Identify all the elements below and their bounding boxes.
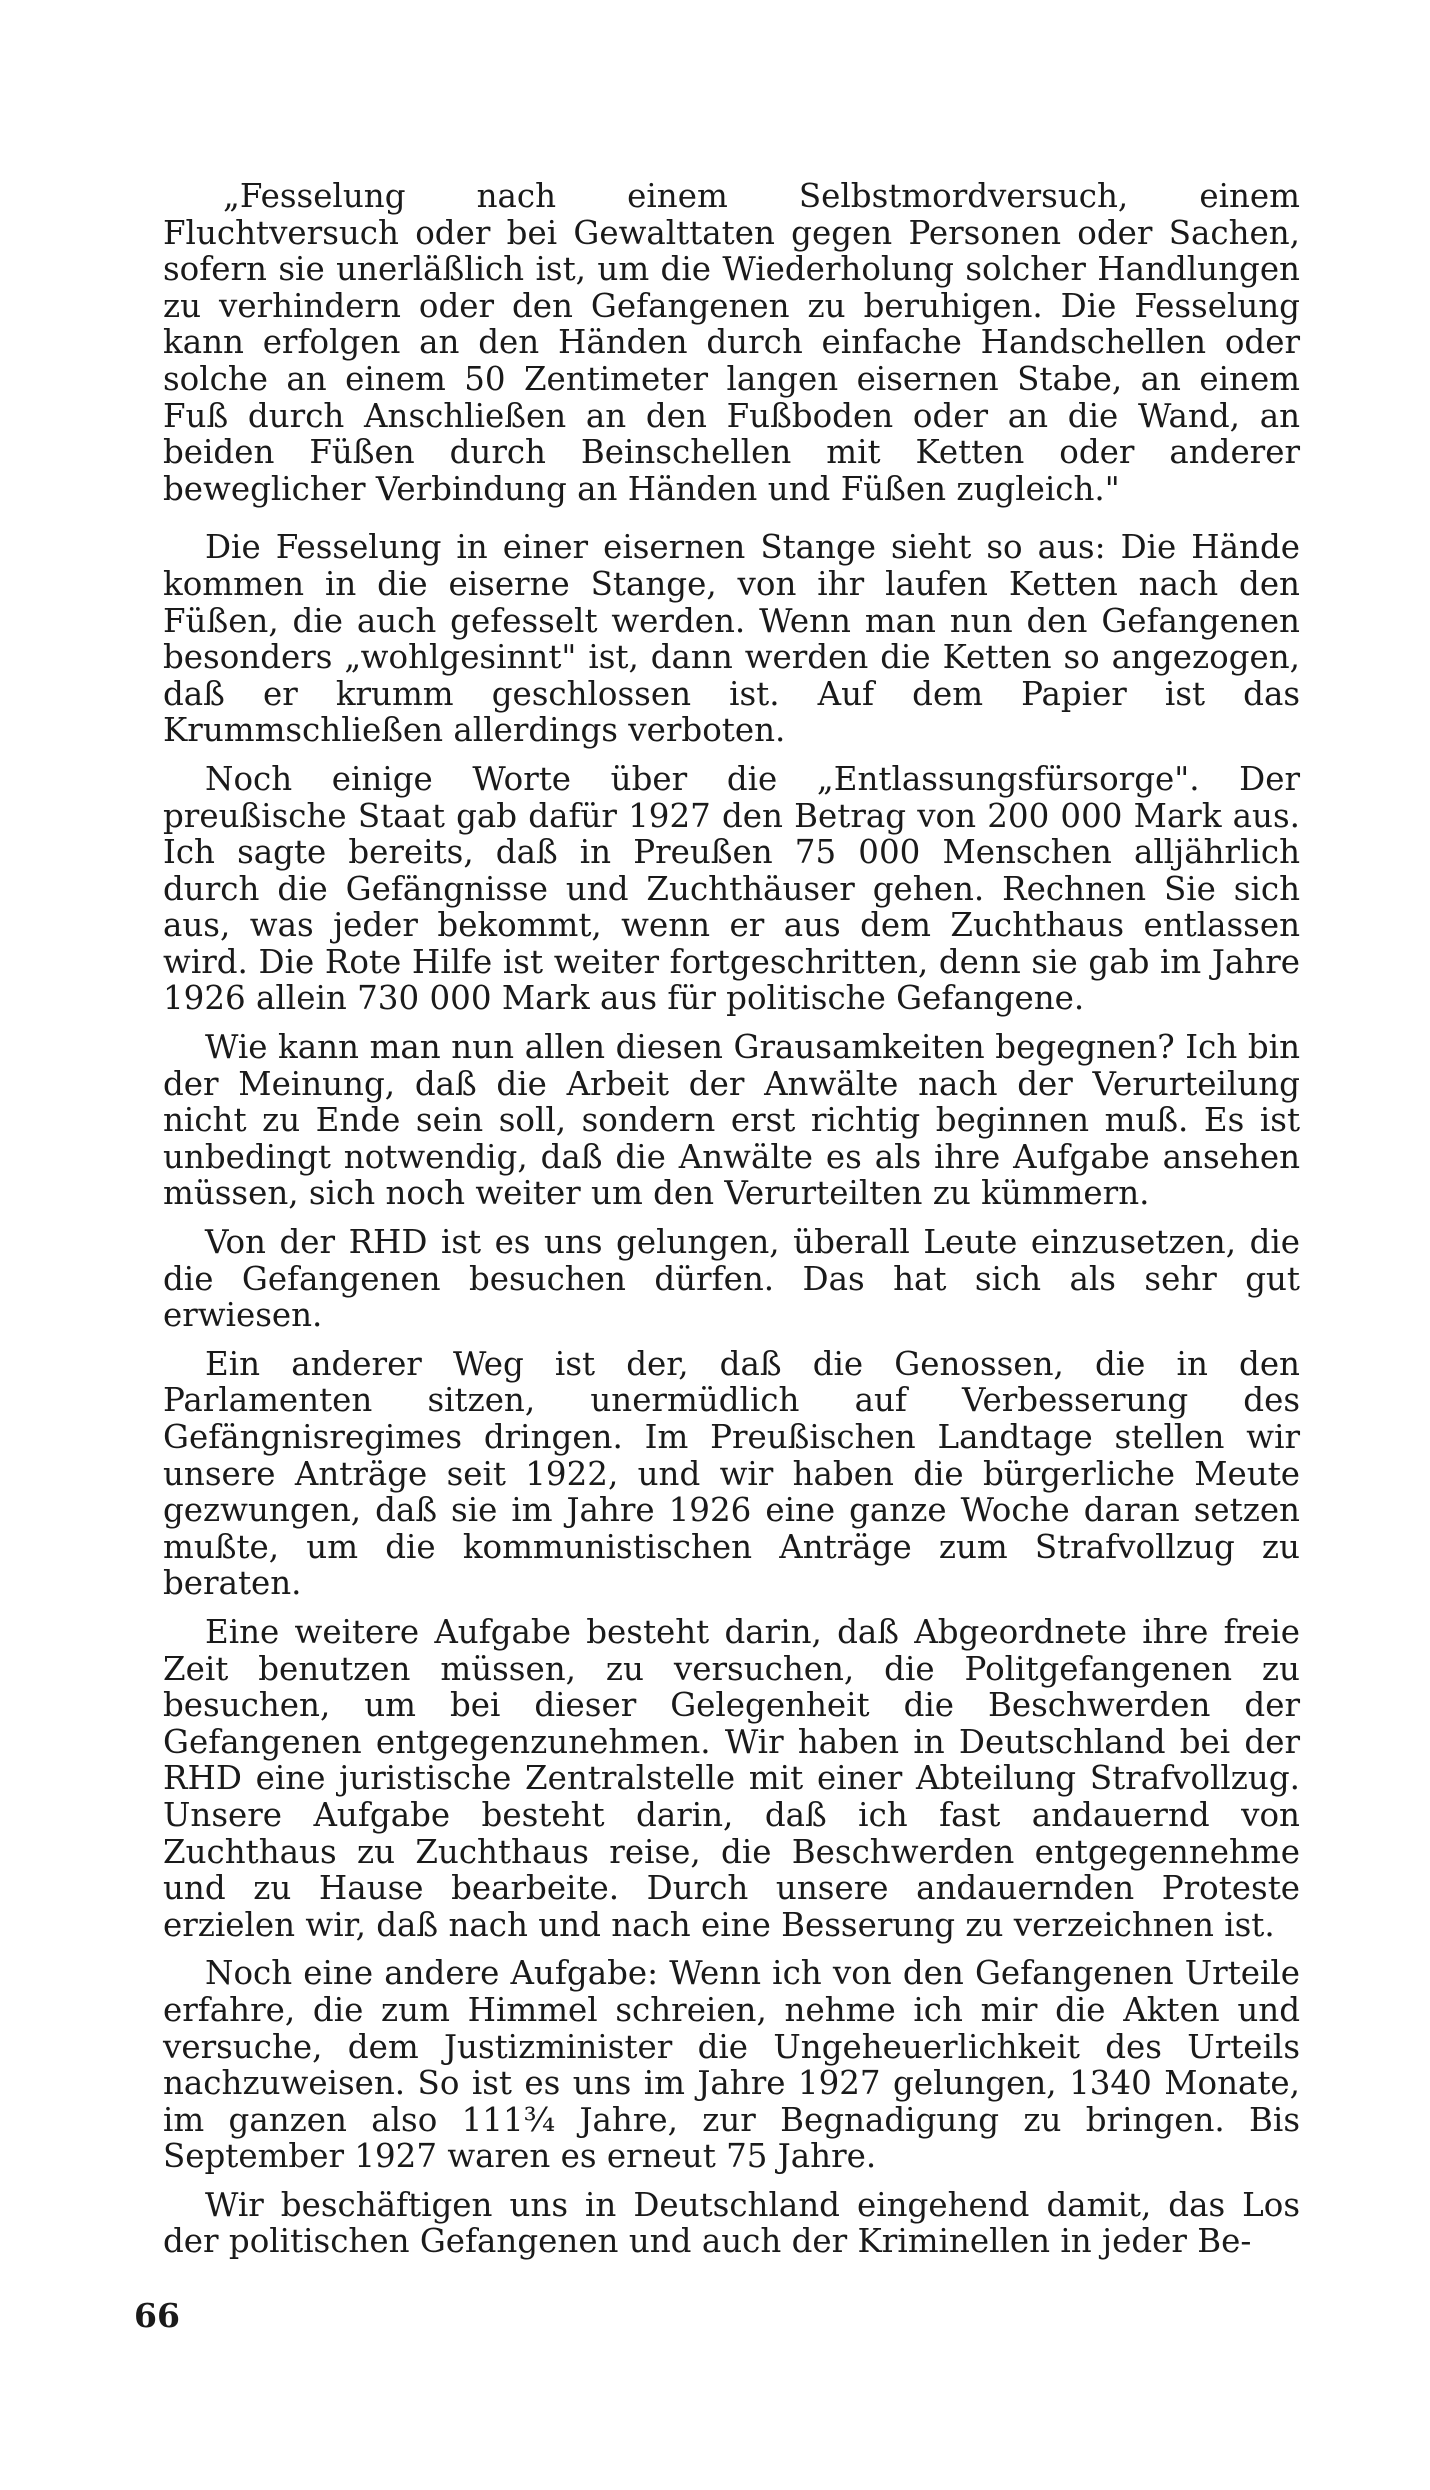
quote-paragraph: „Fesselung nach einem Selbstmordversuch, einem Fluchtversuch oder bei Gewalttaten gegen Personen oder Sachen, sofern sie unerläßlich ist, um die Wiederholung solcher Handlungen zu verhindern oder den Gefangenen zu beruhigen. Die Fesselung kann erfolgen an den Händen durch einfache Handschellen oder solche an einem 50 Zentimeter langen eisernen Stabe, an einem Fuß durch Anschließen an den Fußboden oder an die Wand, an beiden Füßen durch Beinschellen mit Ketten oder anderer beweglicher Verbindung an Händen und Füßen zugleich." xyxy=(163,177,1300,508)
paragraph: Noch einige Worte über die „Entlassungsfürsorge". Der preußische Staat gab dafür 1927 den Betrag von 200 000 Mark aus. Ich sagte bereits, daß in Preußen 75 000 Menschen alljährlich durch die Gefängnisse und Zuchthäuser gehen. Rechnen Sie sich aus, was jeder bekommt, wenn er aus dem Zuchthaus entlassen wird. Die Rote Hilfe ist weiter fortgeschritten, denn sie gab im Jahre 1926 allein 730 000 Mark aus für politische Gefangene. xyxy=(163,759,1300,1018)
body-text xyxy=(163,178,1300,2272)
paragraph: Von der RHD ist es uns gelungen, überall Leute einzusetzen, die die Gefangenen besuchen dürfen. Das hat sich als sehr gut erwiesen. xyxy=(163,1223,1300,1335)
paragraph: Wir beschäftigen uns in Deutschland eingehend damit, das Los der politischen Gefangenen und auch der Kriminellen in jeder Be- xyxy=(163,2185,1300,2261)
page-number: 66 xyxy=(134,2296,180,2335)
paragraph: Die Fesselung in einer eisernen Stange sieht so aus: Die Hände kommen in die eiserne Stange, von ihr laufen Ketten nach den Füßen, die auch gefesselt werden. Wenn man nun den Gefangenen besonders „wohlgesinnt" ist, dann werden die Ketten so angezogen, daß er krumm geschlossen ist. Auf dem Papier ist das Krummschließen allerdings verboten. xyxy=(163,528,1300,750)
paragraph: Eine weitere Aufgabe besteht darin, daß Abgeordnete ihre freie Zeit benutzen müssen, zu versuchen, die Politgefangenen zu besuchen, um bei dieser Gelegenheit die Beschwerden der Gefangenen entgegenzunehmen. Wir haben in Deutschland bei der RHD eine juristische Zentralstelle mit einer Abteilung Strafvollzug. Unsere Aufgabe besteht darin, daß ich fast andauernd von Zuchthaus zu Zuchthaus reise, die Beschwerden entgegennehme und zu Hause bearbeite. Durch unsere andauernden Proteste erzielen wir, daß nach und nach eine Besserung zu verzeichnen ist. xyxy=(163,1612,1300,1944)
paragraph: Wie kann man nun allen diesen Grausamkeiten begegnen? Ich bin der Meinung, daß die Arbeit der Anwälte nach der Verurteilung nicht zu Ende sein soll, sondern erst richtig beginnen muß. Es ist unbedingt notwendig, daß die Anwälte es als ihre Aufgabe ansehen müssen, sich noch weiter um den Verurteilten zu kümmern. xyxy=(163,1028,1300,1213)
paragraph: Ein anderer Weg ist der, daß die Genossen, die in den Parlamenten sitzen, unermüdlich auf Verbesserung des Gefängnisregimes dringen. Im Preußischen Landtage stellen wir unsere Anträge seit 1922, und wir haben die bürgerliche Meute gezwungen, daß sie im Jahre 1926 eine ganze Woche daran setzen mußte, um die kommunistischen Anträge zum Strafvollzug zu beraten. xyxy=(163,1344,1300,1603)
paragraph: Noch eine andere Aufgabe: Wenn ich von den Gefangenen Urteile erfahre, die zum Himmel schreien, nehme ich mir die Akten und versuche, dem Justizminister die Ungeheuerlichkeit des Urteils nachzuweisen. So ist es uns im Jahre 1927 gelungen, 1340 Monate, im ganzen also 111¾ Jahre, zur Begnadigung zu bringen. Bis September 1927 waren es erneut 75 Jahre. xyxy=(163,1954,1300,2176)
